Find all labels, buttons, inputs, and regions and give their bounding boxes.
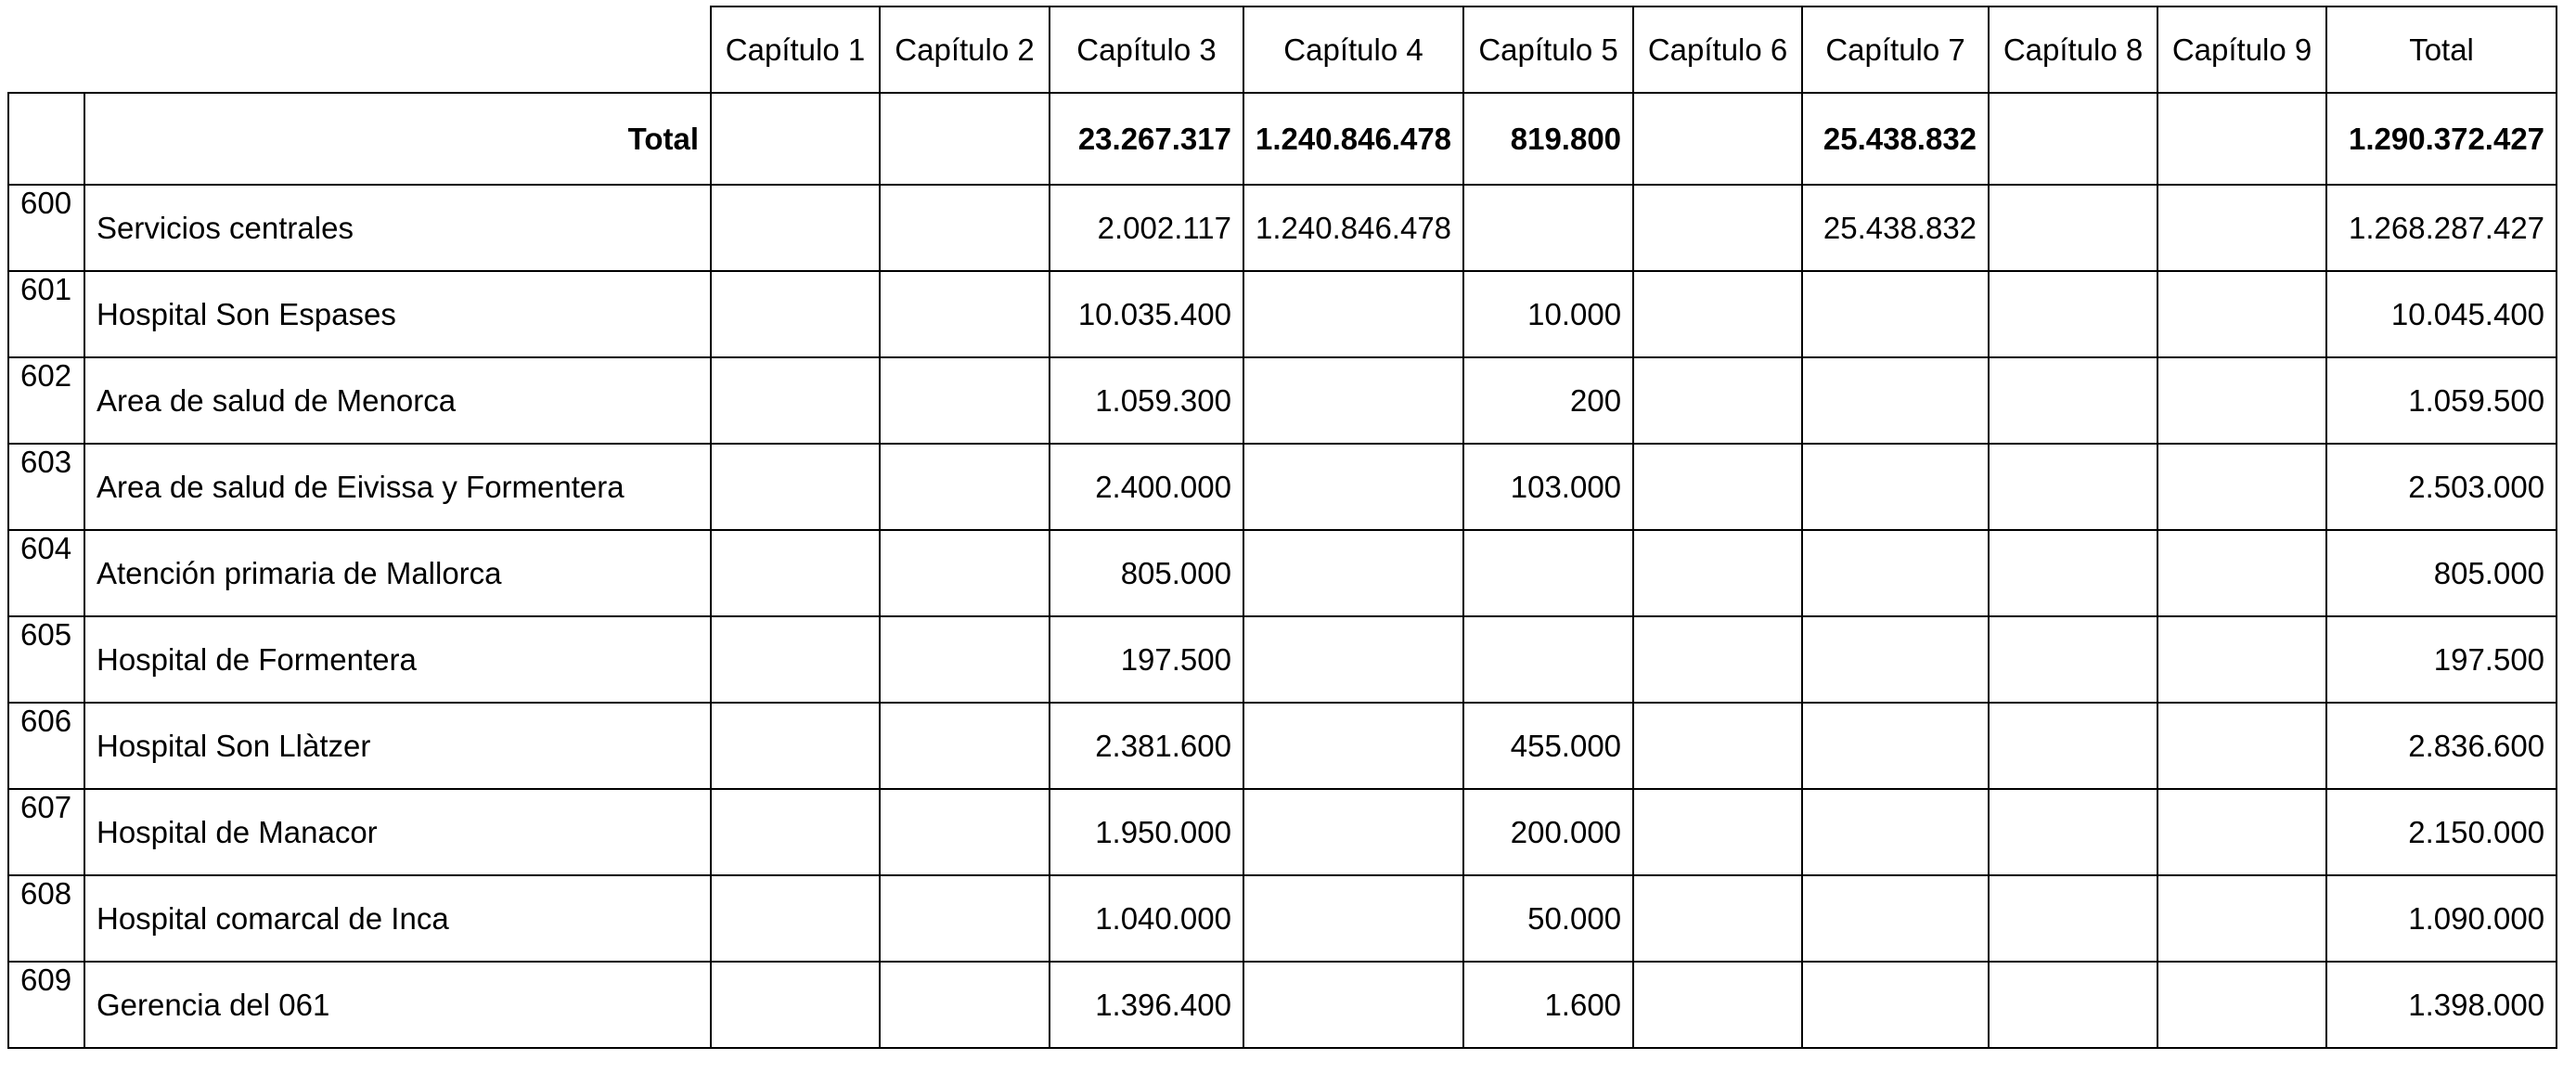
row-value — [711, 703, 880, 789]
row-value — [880, 444, 1050, 530]
row-value — [1463, 616, 1633, 703]
row-value — [1243, 530, 1463, 616]
row-value — [2157, 962, 2326, 1048]
row-value — [1989, 616, 2157, 703]
row-value: 25.438.832 — [1802, 185, 1989, 271]
column-header-total: Total — [2326, 6, 2557, 93]
row-value: 455.000 — [1463, 703, 1633, 789]
row-value — [880, 789, 1050, 875]
row-value: 103.000 — [1463, 444, 1633, 530]
row-value — [1802, 962, 1989, 1048]
row-value — [711, 444, 880, 530]
row-value — [1633, 789, 1802, 875]
row-total-value: 1.090.000 — [2326, 875, 2557, 962]
row-value — [880, 703, 1050, 789]
row-name: Area de salud de Menorca — [84, 357, 711, 444]
row-value: 1.396.400 — [1050, 962, 1243, 1048]
row-value — [711, 616, 880, 703]
row-value — [1633, 185, 1802, 271]
row-code: 600 — [8, 185, 84, 271]
row-value — [1243, 271, 1463, 357]
row-value — [711, 271, 880, 357]
column-header: Capítulo 7 — [1802, 6, 1989, 93]
row-value: 1.240.846.478 — [1243, 185, 1463, 271]
row-value: 200.000 — [1463, 789, 1633, 875]
total-value — [2157, 93, 2326, 185]
table-row — [8, 271, 2557, 357]
row-value: 1.600 — [1463, 962, 1633, 1048]
row-value — [1802, 789, 1989, 875]
total-value — [1989, 93, 2157, 185]
row-code: 601 — [8, 271, 84, 357]
column-header: Capítulo 6 — [1633, 6, 1802, 93]
column-header: Capítulo 9 — [2157, 6, 2326, 93]
row-total-value: 2.836.600 — [2326, 703, 2557, 789]
row-value: 197.500 — [1050, 616, 1243, 703]
row-value: 2.002.117 — [1050, 185, 1243, 271]
row-name: Hospital de Manacor — [84, 789, 711, 875]
row-total-value: 10.045.400 — [2326, 271, 2557, 357]
row-name: Hospital comarcal de Inca — [84, 875, 711, 962]
row-name: Servicios centrales — [84, 185, 711, 271]
row-total-value: 1.059.500 — [2326, 357, 2557, 444]
total-label: Total — [84, 93, 711, 185]
row-value — [1633, 616, 1802, 703]
total-value — [1633, 93, 1802, 185]
column-header: Capítulo 4 — [1243, 6, 1463, 93]
row-value — [880, 530, 1050, 616]
row-name: Hospital Son Espases — [84, 271, 711, 357]
table-row — [8, 444, 2557, 530]
row-total-value: 805.000 — [2326, 530, 2557, 616]
column-header: Capítulo 5 — [1463, 6, 1633, 93]
table-row — [8, 185, 2557, 271]
row-value — [711, 875, 880, 962]
row-value: 1.059.300 — [1050, 357, 1243, 444]
row-value — [1989, 271, 2157, 357]
row-value: 10.035.400 — [1050, 271, 1243, 357]
row-value — [880, 616, 1050, 703]
total-row — [8, 93, 2557, 185]
row-value — [1243, 444, 1463, 530]
row-value — [711, 530, 880, 616]
column-header: Capítulo 1 — [711, 6, 880, 93]
row-total-value: 1.268.287.427 — [2326, 185, 2557, 271]
row-name: Area de salud de Eivissa y Formentera — [84, 444, 711, 530]
table-row — [8, 875, 2557, 962]
row-value — [2157, 789, 2326, 875]
row-value — [1802, 875, 1989, 962]
empty-header-cell — [8, 6, 84, 93]
header-row — [8, 6, 2557, 93]
row-value — [711, 789, 880, 875]
row-value — [1802, 703, 1989, 789]
row-value: 50.000 — [1463, 875, 1633, 962]
row-name: Hospital Son Llàtzer — [84, 703, 711, 789]
row-value — [1989, 444, 2157, 530]
row-value — [1633, 530, 1802, 616]
row-value — [1802, 271, 1989, 357]
row-value — [1463, 185, 1633, 271]
row-value — [1243, 875, 1463, 962]
row-code: 607 — [8, 789, 84, 875]
row-value — [1989, 962, 2157, 1048]
row-code: 609 — [8, 962, 84, 1048]
row-value — [1989, 789, 2157, 875]
row-total-value: 197.500 — [2326, 616, 2557, 703]
column-header: Capítulo 2 — [880, 6, 1050, 93]
row-value — [880, 271, 1050, 357]
row-value: 1.040.000 — [1050, 875, 1243, 962]
row-total-value: 2.150.000 — [2326, 789, 2557, 875]
row-value — [1243, 616, 1463, 703]
row-value — [1633, 357, 1802, 444]
row-value — [1633, 444, 1802, 530]
row-value: 2.381.600 — [1050, 703, 1243, 789]
total-value: 819.800 — [1463, 93, 1633, 185]
column-header: Capítulo 3 — [1050, 6, 1243, 93]
total-value: 23.267.317 — [1050, 93, 1243, 185]
row-value — [2157, 875, 2326, 962]
row-value — [2157, 530, 2326, 616]
table-row — [8, 616, 2557, 703]
row-total-value: 2.503.000 — [2326, 444, 2557, 530]
row-value — [1802, 530, 1989, 616]
row-value — [2157, 271, 2326, 357]
row-value — [711, 185, 880, 271]
budget-table — [7, 6, 2557, 1049]
row-value — [1633, 271, 1802, 357]
table-row — [8, 962, 2557, 1048]
row-value — [1243, 357, 1463, 444]
row-name: Atención primaria de Mallorca — [84, 530, 711, 616]
table-row — [8, 357, 2557, 444]
total-value — [880, 93, 1050, 185]
row-value — [1802, 357, 1989, 444]
total-value: 1.240.846.478 — [1243, 93, 1463, 185]
row-value — [711, 962, 880, 1048]
row-value — [1633, 962, 1802, 1048]
row-value: 805.000 — [1050, 530, 1243, 616]
row-total-value: 1.398.000 — [2326, 962, 2557, 1048]
row-value — [880, 962, 1050, 1048]
row-value — [2157, 444, 2326, 530]
row-code: 602 — [8, 357, 84, 444]
row-value — [1989, 357, 2157, 444]
row-value — [1989, 703, 2157, 789]
row-value — [2157, 616, 2326, 703]
row-code: 604 — [8, 530, 84, 616]
row-value — [1989, 530, 2157, 616]
row-value — [880, 875, 1050, 962]
row-value — [1243, 789, 1463, 875]
table-row — [8, 530, 2557, 616]
row-value — [2157, 703, 2326, 789]
row-value — [1633, 703, 1802, 789]
row-value — [711, 357, 880, 444]
row-name: Hospital de Formentera — [84, 616, 711, 703]
row-value: 10.000 — [1463, 271, 1633, 357]
row-code: 603 — [8, 444, 84, 530]
row-value — [880, 185, 1050, 271]
total-value: 25.438.832 — [1802, 93, 1989, 185]
row-value — [1802, 616, 1989, 703]
row-code: 606 — [8, 703, 84, 789]
row-value: 1.950.000 — [1050, 789, 1243, 875]
grand-total-value: 1.290.372.427 — [2326, 93, 2557, 185]
row-code: 608 — [8, 875, 84, 962]
row-value: 2.400.000 — [1050, 444, 1243, 530]
table-row — [8, 703, 2557, 789]
row-value — [880, 357, 1050, 444]
column-header: Capítulo 8 — [1989, 6, 2157, 93]
table-row — [8, 789, 2557, 875]
empty-header-cell — [84, 6, 711, 93]
total-code-cell — [8, 93, 84, 185]
row-value — [1243, 703, 1463, 789]
row-name: Gerencia del 061 — [84, 962, 711, 1048]
row-code: 605 — [8, 616, 84, 703]
row-value — [1243, 962, 1463, 1048]
row-value — [2157, 185, 2326, 271]
row-value: 200 — [1463, 357, 1633, 444]
row-value — [1989, 875, 2157, 962]
row-value — [1989, 185, 2157, 271]
row-value — [2157, 357, 2326, 444]
row-value — [1802, 444, 1989, 530]
row-value — [1463, 530, 1633, 616]
total-value — [711, 93, 880, 185]
row-value — [1633, 875, 1802, 962]
